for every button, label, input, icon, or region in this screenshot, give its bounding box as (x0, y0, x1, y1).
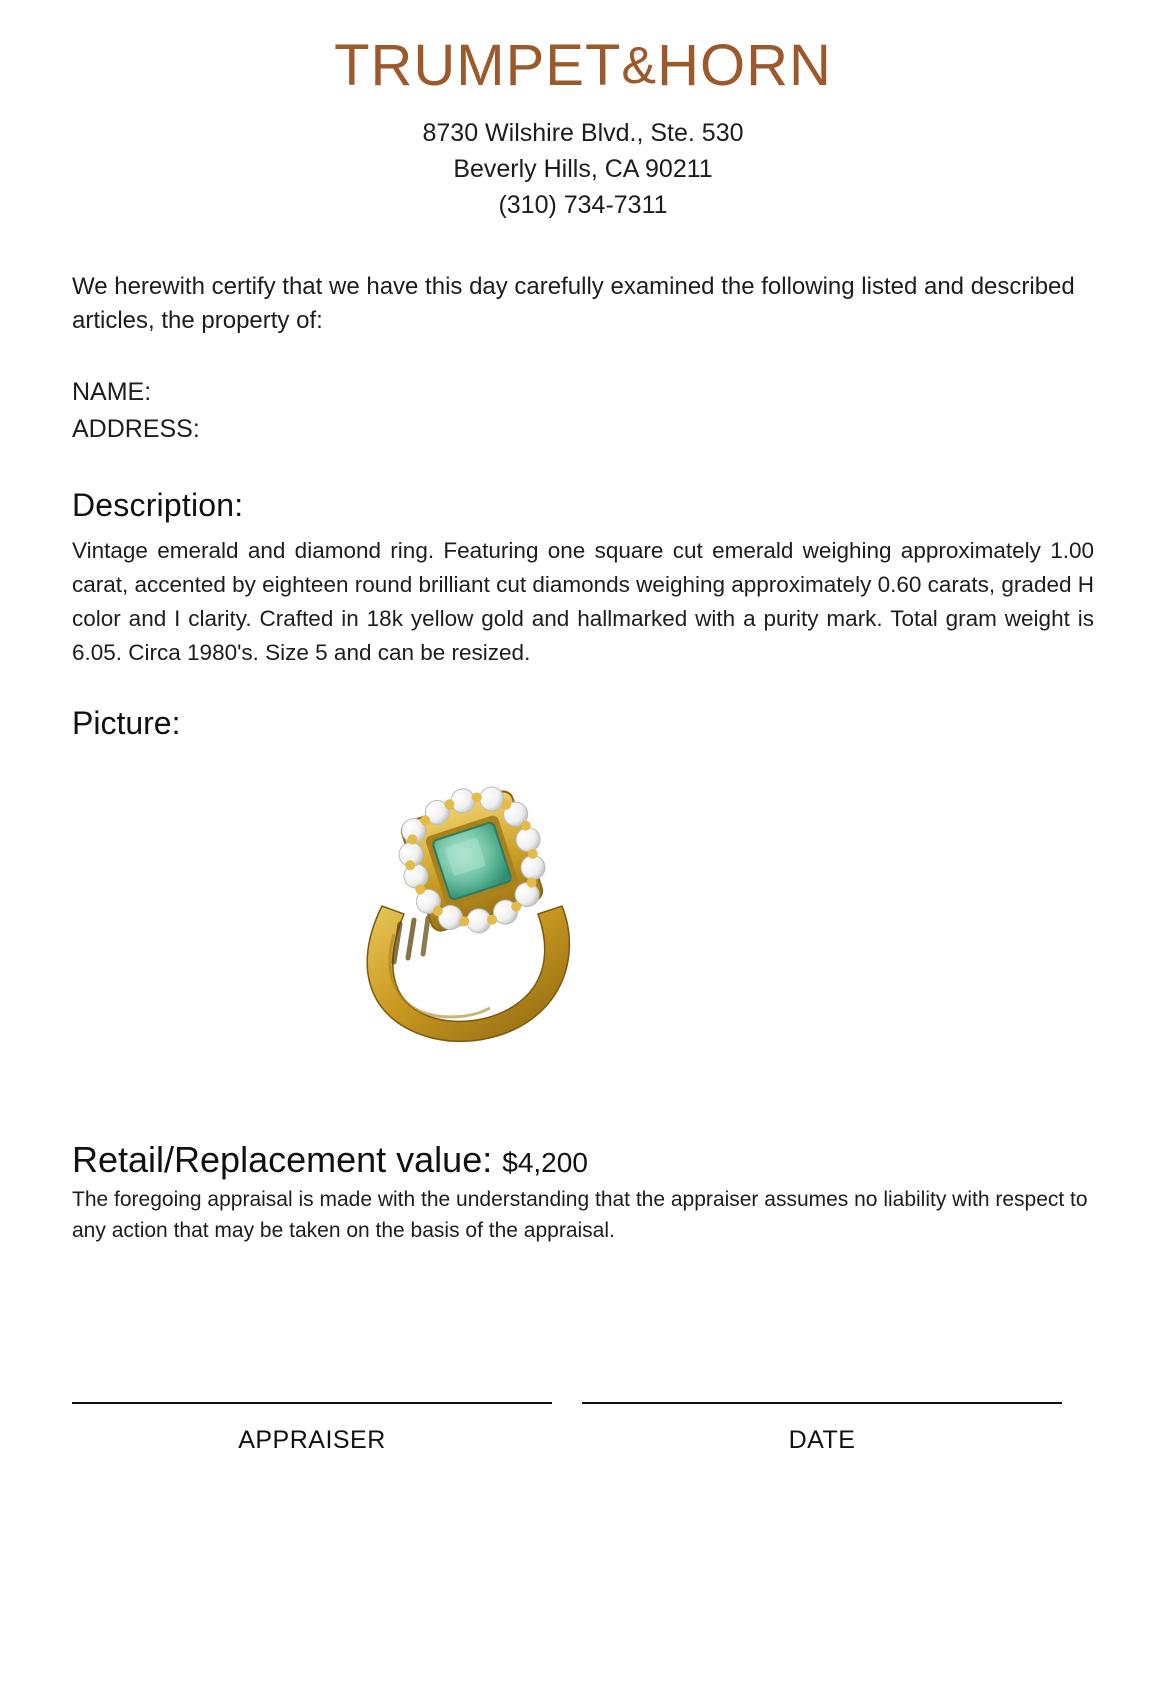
picture-heading: Picture: (72, 704, 181, 741)
brand-name-second: HORN (657, 33, 832, 98)
shoulder-groove-3 (423, 918, 428, 954)
date-signature-block (582, 1402, 1062, 1455)
company-phone: (310) 734-7311 (498, 191, 668, 220)
address-field-label: ADDRESS: (72, 415, 200, 444)
client-fields (72, 374, 1094, 449)
name-field-label: NAME: (72, 377, 152, 406)
appraiser-label: APPRAISER (238, 1426, 386, 1454)
company-logo (72, 33, 1094, 98)
ring-head (383, 770, 562, 950)
ring-photo-container (72, 736, 1094, 1126)
retail-value-amount: $4,200 (502, 1146, 588, 1178)
date-label: DATE (788, 1426, 856, 1454)
retail-value-line (72, 1140, 1094, 1180)
brand-ampersand: & (621, 37, 658, 95)
date-signature-line[interactable] (582, 1402, 1062, 1404)
address-line-1: 8730 Wilshire Blvd., Ste. 530 (422, 118, 744, 147)
brand-name-first: TRUMPET (334, 33, 622, 98)
appraiser-signature-block (72, 1402, 552, 1455)
company-address (72, 115, 1094, 224)
signature-row (72, 1402, 1094, 1455)
appraiser-signature-line[interactable] (72, 1402, 552, 1404)
shoulder-groove-2 (408, 920, 414, 958)
retail-value-label: Retail/Replacement value: (72, 1138, 493, 1180)
appraisal-document (0, 33, 1166, 1700)
emerald-diamond-ring-image (322, 756, 612, 1056)
description-heading: Description: (72, 486, 244, 523)
description-text: Vintage emerald and diamond ring. Featuring one square cut emerald weighing approximately 1.00 carat, accented by eighteen round brilliant cut diamonds weighing approximately 0.60 carats, graded H color and I clarity. Crafted in 18k yellow gold and hallmarked with a purity mark. Total gram weight is 6.05. Circa 1980's. Size 5 and can be resized. (72, 537, 1094, 666)
address-line-2: Beverly Hills, CA 90211 (453, 155, 713, 184)
certification-statement: We herewith certify that we have this day carefully examined the following listed and described articles, the property of: (72, 272, 1075, 334)
appraisal-disclaimer: The foregoing appraisal is made with the understanding that the appraiser assumes no liability with respect to any action that may be taken on the basis of the appraisal. (72, 1188, 1088, 1242)
